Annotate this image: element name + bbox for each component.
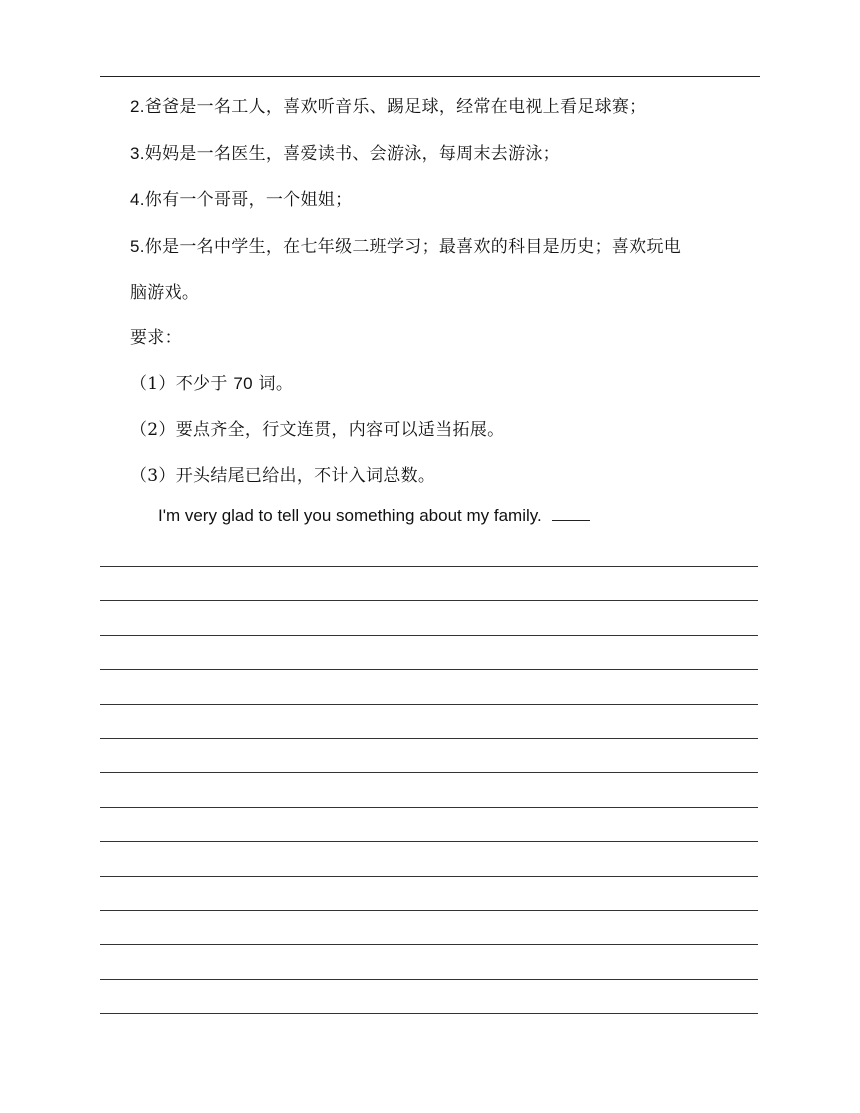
item-3 [130, 139, 560, 164]
requirement-suffix: 词。 [252, 374, 294, 394]
writing-line[interactable] [100, 635, 758, 636]
item-text: 你有一个哥哥，一个姐姐； [144, 190, 353, 210]
requirement-2: （2）要点齐全，行文连贯，内容可以适当拓展。 [130, 420, 505, 440]
item-text: 妈妈是一名医生，喜爱读书、会游泳，每周末去游泳； [144, 144, 560, 164]
writing-line[interactable] [100, 807, 758, 808]
requirement-3: （3）开头结尾已给出，不计入词总数。 [130, 466, 436, 486]
writing-line[interactable] [100, 600, 758, 601]
item-number: 3. [130, 144, 145, 163]
requirement-prefix: （1）不少于 [130, 374, 234, 394]
header-rule [100, 76, 760, 77]
writing-line[interactable] [100, 944, 758, 945]
item-text: 你是一名中学生，在七年级二班学习；最喜欢的科目是历史；喜欢玩电 [144, 237, 682, 257]
writing-line[interactable] [100, 738, 758, 739]
writing-line[interactable] [100, 841, 758, 842]
writing-line[interactable] [100, 876, 758, 877]
item-number: 5. [130, 237, 145, 256]
requirements-heading: 要求： [130, 328, 182, 348]
writing-line[interactable] [100, 669, 758, 670]
writing-line[interactable] [100, 566, 758, 567]
item-2 [130, 92, 646, 117]
item-text: 爸爸是一名工人，喜欢听音乐、踢足球，经常在电视上看足球赛； [144, 97, 647, 117]
requirement-1 [130, 369, 293, 394]
writing-line[interactable] [100, 979, 758, 980]
item-5 [130, 232, 681, 257]
item-number: 4. [130, 190, 145, 209]
answer-blank[interactable] [552, 506, 590, 521]
opening-sentence-line [158, 506, 590, 526]
item-number: 2. [130, 97, 145, 116]
item-5-continuation: 脑游戏。 [130, 283, 200, 303]
writing-line[interactable] [100, 704, 758, 705]
writing-line[interactable] [100, 772, 758, 773]
writing-line[interactable] [100, 1013, 758, 1014]
item-4 [130, 185, 352, 210]
opening-sentence: I'm very glad to tell you something about my family. [158, 506, 542, 525]
word-count: 70 [233, 374, 253, 393]
writing-line[interactable] [100, 910, 758, 911]
